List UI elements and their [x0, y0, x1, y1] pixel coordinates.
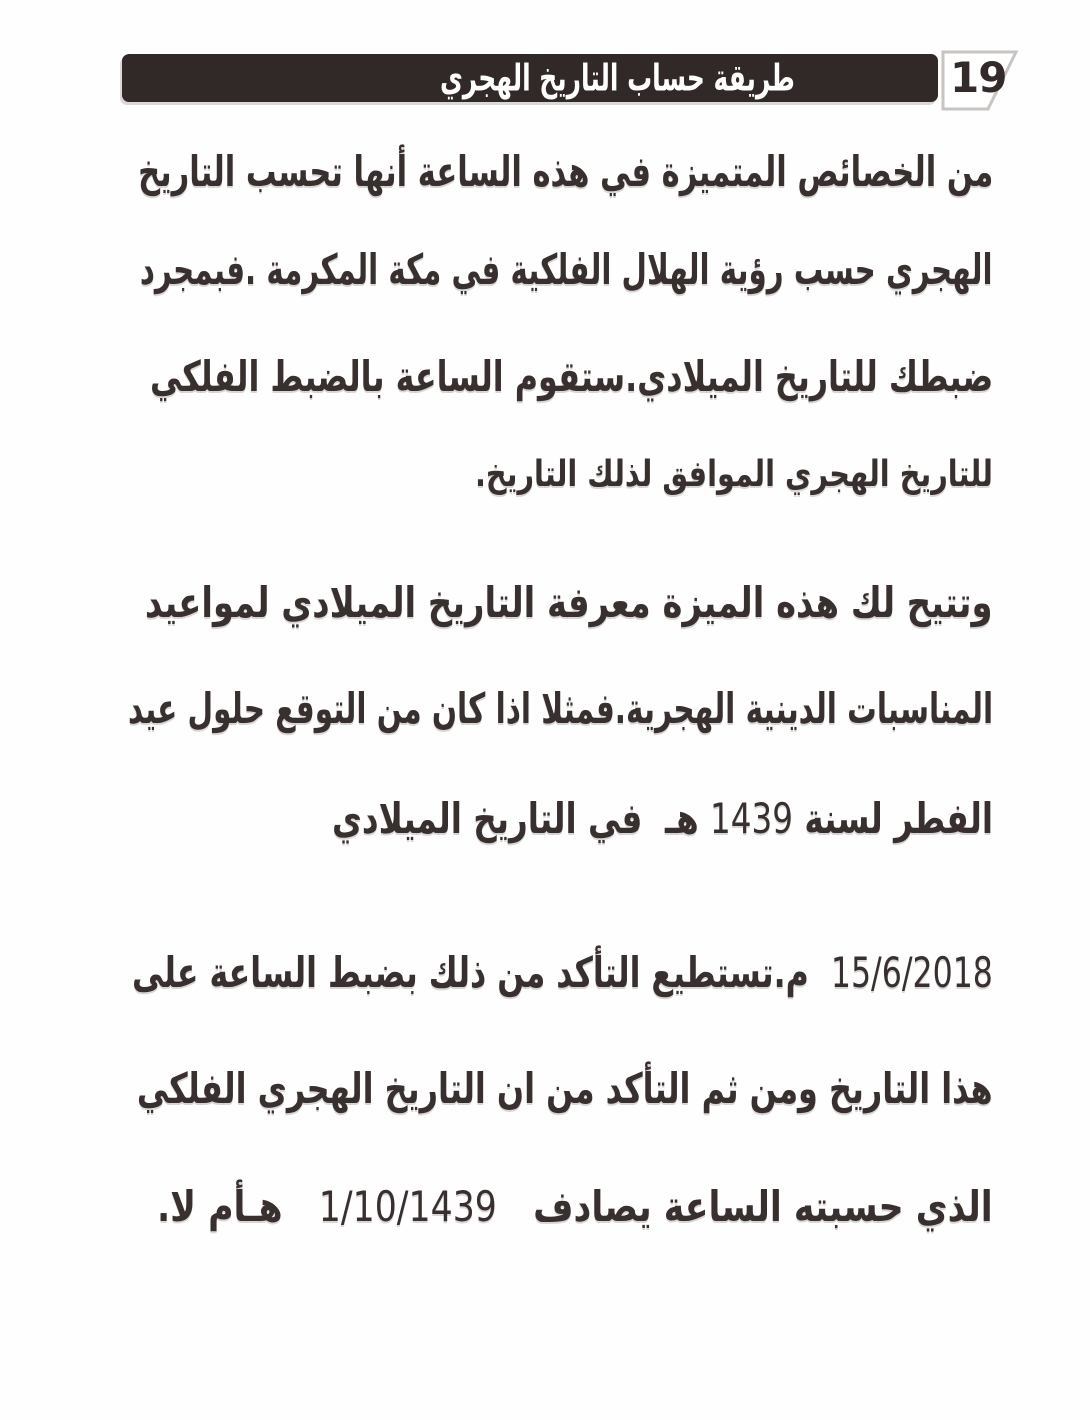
body-line-7 [332, 792, 993, 847]
hijri-date: 1/10/1439 [319, 1182, 498, 1231]
body-line-1 [138, 145, 993, 200]
line-text: للتاريخ الهجري الموافق لذلك التاريخ. [475, 454, 993, 495]
body-line-8 [132, 946, 993, 1001]
line-text: وتتيح لك هذه الميزة معرفة التاريخ الميلادي لمواعيد [145, 578, 993, 627]
line-text: هذا التاريخ ومن ثم التأكد من ان التاريخ الهجري الفلكي [137, 1064, 993, 1113]
line-text: م.تستطيع التأكد من ذلك بضبط الساعة على [132, 948, 831, 997]
line-text: الفطر لسنة [792, 794, 993, 843]
body-line-4 [475, 452, 993, 499]
body-line-2 [140, 243, 993, 298]
body-line-5 [145, 576, 993, 631]
page-title: طريقة حساب التاريخ الهجري [439, 56, 795, 100]
line-text: المناسبات الدينية الهجرية.فمثلا اذا كان من التوقع حلول عيد [127, 684, 993, 733]
hijri-year: 1439 [710, 794, 793, 843]
body-line-3 [150, 350, 993, 405]
line-text: هـ في التاريخ الميلادي [332, 794, 711, 843]
gregorian-date: 15/6/2018 [830, 948, 993, 997]
page-number: 19 [950, 53, 1007, 102]
line-text: الذي حسبته الساعة يصادف [497, 1182, 993, 1231]
body-line-9 [137, 1062, 993, 1117]
body-line-6 [128, 682, 993, 737]
line-text: من الخصائص المتميزة في هذه الساعة أنها تحسب التاريخ [137, 147, 993, 196]
header-bar [122, 54, 938, 102]
line-text: الهجري حسب رؤية الهلال الفلكية في مكة المكرمة .فبمجرد [140, 245, 993, 294]
line-text: ضبطك للتاريخ الميلادي.ستقوم الساعة بالضبط الفلكي [149, 352, 993, 401]
body-line-10 [157, 1180, 993, 1235]
page-number-tab [941, 50, 1021, 112]
line-text: هـأم لا. [157, 1182, 320, 1231]
